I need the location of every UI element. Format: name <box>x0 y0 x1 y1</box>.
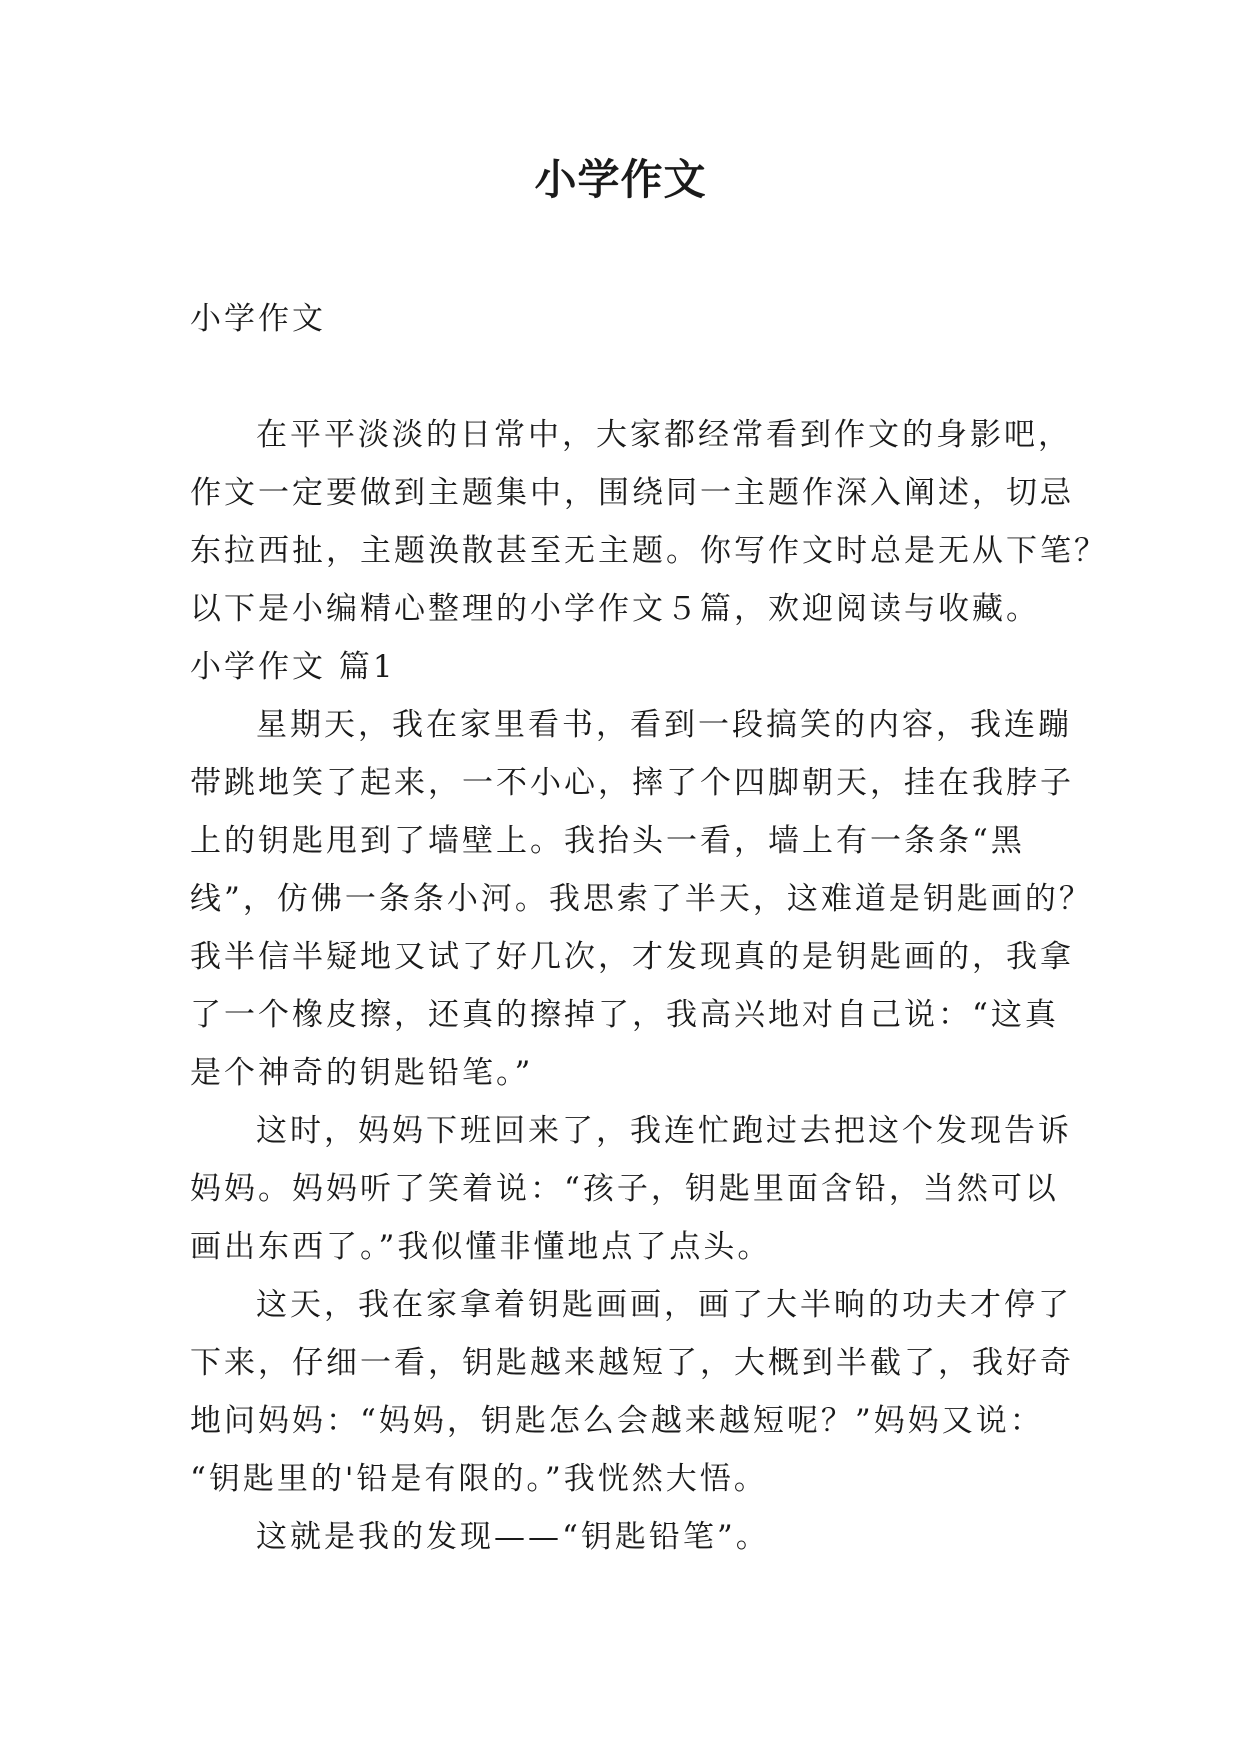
text-line: 带跳地笑了起来，一不小心，摔了个四脚朝天，挂在我脖子 <box>190 765 1074 801</box>
text-lines <box>190 406 1108 1566</box>
text-line: 了一个橡皮擦，还真的擦掉了，我高兴地对自己说：“这真 <box>190 997 1059 1033</box>
text-line: 下来，仔细一看，钥匙越来越短了，大概到半截了，我好奇 <box>190 1345 1074 1381</box>
text-line: 上的钥匙甩到了墙壁上。我抬头一看，墙上有一条条“黑 <box>190 823 1025 859</box>
text-line: 妈妈。妈妈听了笑着说：“孩子，钥匙里面含铅，当然可以 <box>190 1171 1059 1207</box>
text-line: 画出东西了。”我似懂非懂地点了点头。 <box>190 1229 772 1265</box>
text-line: 在平平淡淡的日常中，大家都经常看到作文的身影吧， <box>256 417 1072 453</box>
text-line: 我半信半疑地又试了好几次，才发现真的是钥匙画的，我拿 <box>190 939 1074 975</box>
text-line: 是个神奇的钥匙铅笔。” <box>190 1055 534 1091</box>
text-line: 线”，仿佛一条条小河。我思索了半天，这难道是钥匙画的？ <box>190 881 1093 917</box>
text-line: 地问妈妈：“妈妈，钥匙怎么会越来越短呢？”妈妈又说： <box>190 1403 1044 1439</box>
document-subtitle: 小学作文 <box>190 301 326 337</box>
text-line: “钥匙里的'铅是有限的。”我恍然大悟。 <box>190 1461 768 1497</box>
text-line: 星期天，我在家里看书，看到一段搞笑的内容，我连蹦 <box>256 707 1072 743</box>
text-line: 这时，妈妈下班回来了，我连忙跑过去把这个发现告诉 <box>256 1113 1072 1149</box>
text-line: 小学作文 篇1 <box>190 649 396 685</box>
document-title: 小学作文 <box>534 155 707 204</box>
text-line: 作文一定要做到主题集中，围绕同一主题作深入阐述，切忌 <box>190 475 1074 511</box>
text-line: 这天，我在家拿着钥匙画画，画了大半晌的功夫才停了 <box>256 1287 1072 1323</box>
text-line: 这就是我的发现——“钥匙铅笔”。 <box>256 1519 770 1555</box>
document-body <box>190 290 1108 1566</box>
text-line: 以下是小编精心整理的小学作文５篇，欢迎阅读与收藏。 <box>190 591 1040 627</box>
text-line: 东拉西扯，主题涣散甚至无主题。你写作文时总是无从下笔？ <box>190 533 1108 569</box>
